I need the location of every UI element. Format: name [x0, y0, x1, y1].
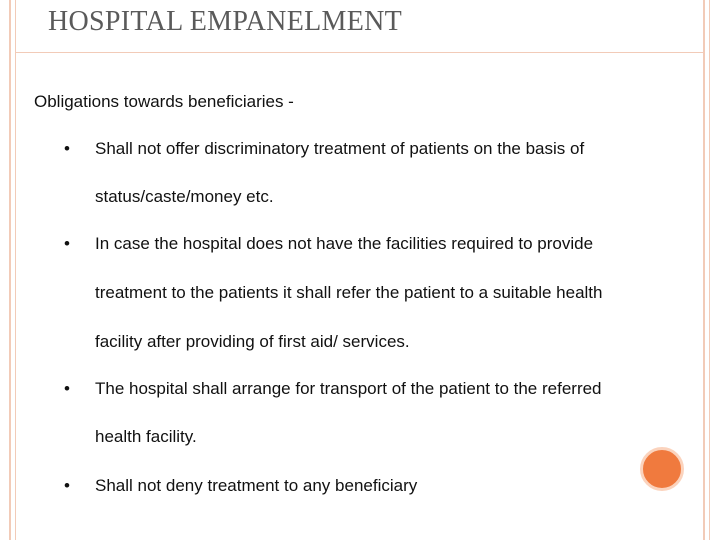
bullet-icon: •: [64, 234, 70, 253]
frame-right-inner-line: [709, 0, 710, 540]
list-item-line: The hospital shall arrange for transport of the patient to the referred: [95, 379, 602, 398]
list-item-line: facility after providing of first aid/ services.: [95, 332, 410, 351]
frame-right-outer-line: [703, 0, 705, 540]
frame-left-outer-line: [9, 0, 11, 540]
bullet-icon: •: [64, 476, 70, 495]
list-item-line: health facility.: [95, 427, 197, 446]
section-heading: Obligations towards beneficiaries -: [34, 92, 294, 111]
list-item-line: status/caste/money etc.: [95, 187, 274, 206]
bullet-icon: •: [64, 139, 70, 158]
list-item-line: treatment to the patients it shall refer the patient to a suitable health: [95, 283, 603, 302]
bullet-icon: •: [64, 379, 70, 398]
frame-left-inner-line: [15, 0, 16, 540]
list-item-line: Shall not offer discriminatory treatment of patients on the basis of: [95, 139, 585, 158]
list-item-line: In case the hospital does not have the facilities required to provide: [95, 234, 594, 253]
title-underline-rule: [15, 52, 704, 53]
list-item-line: Shall not deny treatment to any beneficiary: [95, 476, 418, 495]
decorative-circle-icon: [640, 447, 684, 491]
page-title: HOSPITAL EMPANELMENT: [48, 6, 403, 37]
